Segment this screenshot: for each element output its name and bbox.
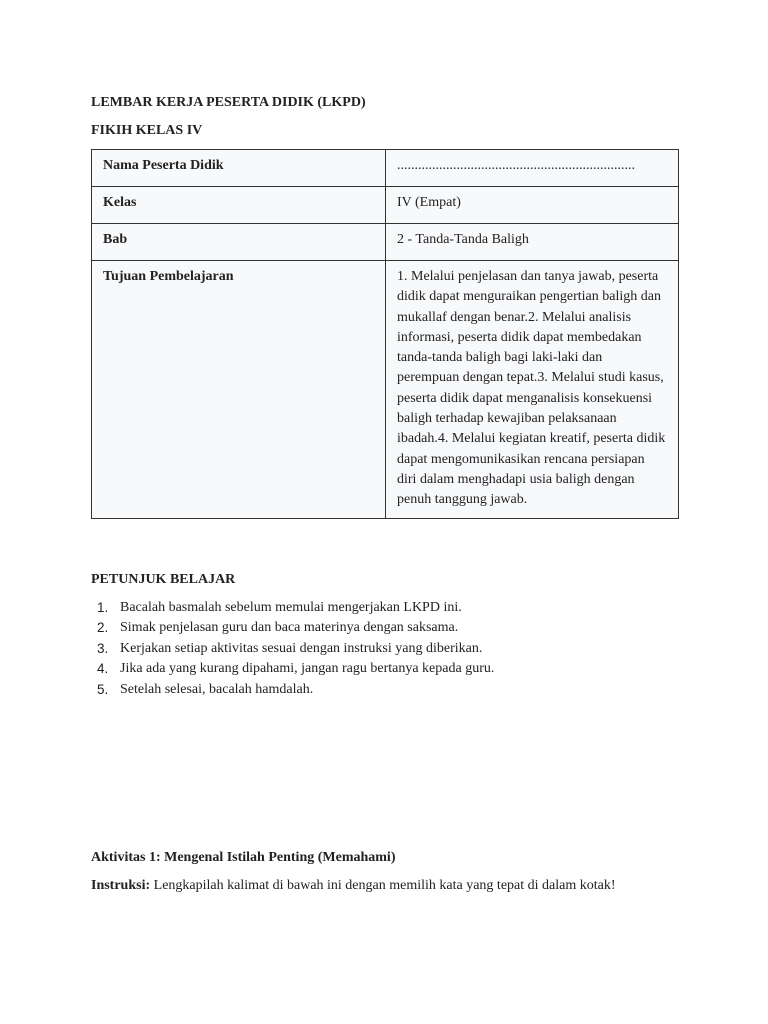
list-item-text: Simak penjelasan guru dan baca materinya dengan saksama. — [120, 620, 459, 636]
list-item — [91, 639, 494, 659]
list-item-number: 2. — [97, 620, 109, 636]
table-label-cell: Kelas — [92, 187, 386, 224]
list-item-number: 3. — [97, 640, 109, 656]
instruction-text: Lengkapilah kalimat di bawah ini dengan memilih kata yang tepat di dalam kotak! — [150, 878, 616, 893]
student-info-table — [91, 149, 679, 519]
list-item-number: 4. — [97, 661, 109, 677]
list-item-text: Setelah selesai, bacalah hamdalah. — [120, 681, 314, 697]
list-item-number: 5. — [97, 681, 109, 697]
table-label-cell: Tujuan Pembelajaran — [92, 261, 386, 519]
activity-instruction — [91, 877, 616, 895]
student-name-blank: .................................................................... — [386, 150, 679, 187]
table-row — [92, 150, 679, 187]
table-label-cell: Bab — [92, 224, 386, 261]
list-item-number: 1. — [97, 600, 109, 615]
table-row — [92, 224, 679, 261]
list-item — [91, 618, 494, 638]
list-item-text: Bacalah basmalah sebelum memulai mengerjakan LKPD ini. — [120, 600, 462, 615]
activity-heading: Aktivitas 1: Mengenal Istilah Penting (Memahami) — [91, 850, 396, 865]
table-value-cell: IV (Empat) — [386, 187, 679, 224]
table-value-cell: 2 - Tanda-Tanda Baligh — [386, 224, 679, 261]
list-item — [91, 659, 494, 679]
table-row — [92, 261, 679, 519]
table-row — [92, 187, 679, 224]
list-item-text: Kerjakan setiap aktivitas sesuai dengan instruksi yang diberikan. — [120, 640, 483, 656]
instruction-list — [91, 598, 494, 700]
table-label-cell: Nama Peserta Didik — [92, 150, 386, 187]
instruction-label: Instruksi: — [91, 878, 151, 893]
document-title: LEMBAR KERJA PESERTA DIDIK (LKPD) — [91, 95, 366, 110]
list-item — [91, 680, 494, 700]
learning-objectives-text: 1. Melalui penjelasan dan tanya jawab, peserta didik dapat menguraikan pengertian baligh dan mukallaf dengan benar.2. Melalui analisis informasi, peserta didik dapat membedakan tanda-tanda baligh bagi laki-laki dan perempuan dengan tepat.3. Melalui studi kasus, peserta didik dapat menganalisis konsekuensi baligh terhadap kewajiban pelaksanaan ibadah.4. Melalui kegiatan kreatif, peserta didik dapat mengomunikasikan rencana persiapan diri dalam menghadapi usia baligh dengan penuh tanggung jawab. — [386, 261, 679, 519]
section-heading-petunjuk: PETUNJUK BELAJAR — [91, 572, 236, 587]
list-item — [91, 598, 494, 618]
list-item-text: Jika ada yang kurang dipahami, jangan ragu bertanya kepada guru. — [120, 661, 495, 677]
document-subtitle: FIKIH KELAS IV — [91, 123, 203, 138]
